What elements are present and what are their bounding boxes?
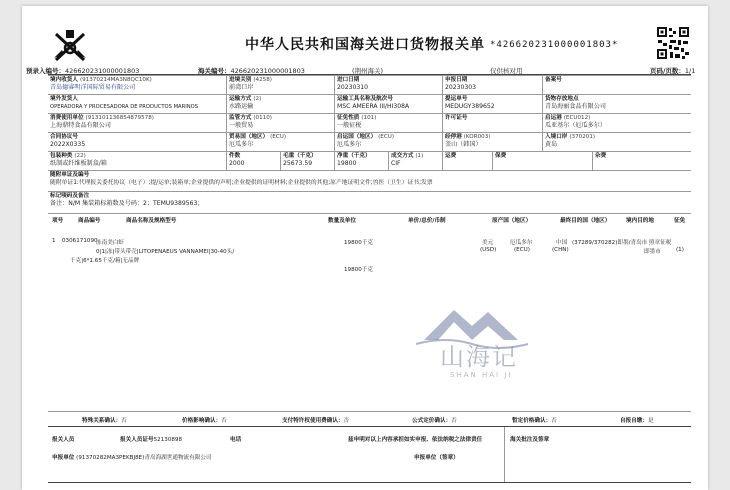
goods-row-spec-cont: 千克|6*1.65千克/箱|无品牌 bbox=[70, 258, 140, 264]
contract-cell: 合同协议号 2022X0335 bbox=[48, 132, 226, 151]
goods-header-price: 单价/总价/币制 bbox=[408, 218, 446, 224]
phone-label: 电话 bbox=[230, 437, 242, 443]
net-weight-cell: 净重（千克） 19800 bbox=[334, 151, 388, 170]
goods-row-code: 0306171090 bbox=[62, 238, 98, 244]
entry-port-cell: 进境关别 (4258) 前湾口岸 bbox=[226, 75, 334, 94]
customs-annotation-label: 海关批注及签章 bbox=[510, 437, 550, 443]
barcode-number: *426620231000001803* bbox=[490, 40, 619, 50]
goods-row-name: 冻南美白虾 bbox=[96, 240, 124, 246]
transport-mode-cell: 运输方式 (2) 水路运输 bbox=[226, 94, 334, 113]
origin-country-cell: 启运国（地区） (ECU) 厄瓜多尔 bbox=[334, 132, 442, 151]
trade-country-cell: 贸易国（地区） (ECU) 厄瓜多尔 bbox=[226, 132, 334, 151]
goods-row-qty2: 19800千克 bbox=[344, 267, 373, 273]
qr-code-icon bbox=[656, 26, 690, 60]
goods-row-qty1: 19800千克 bbox=[344, 240, 373, 246]
pieces-cell: 件数 2000 bbox=[226, 151, 280, 170]
goods-header-name: 商品名称及规格型号 bbox=[126, 218, 177, 224]
goods-row-district: (37289/370282)即墨/青岛市 照章征税 bbox=[572, 240, 672, 246]
record-cell: 备案号 bbox=[542, 75, 691, 94]
price-impact-confirm: 价格影响确认：否 bbox=[182, 418, 227, 424]
consumer-unit-cell: 消费使用单位 (913101136854879578) 上海鼎特食品有限公司 bbox=[48, 113, 226, 132]
self-declare-confirm: 自报自缴：是 bbox=[620, 418, 654, 424]
import-date-cell: 进口日期 20230310 bbox=[334, 75, 442, 94]
misc-fee-cell: 杂费 bbox=[592, 151, 691, 170]
special-relation-confirm: 特殊关系确认：否 bbox=[82, 418, 127, 424]
preentry-number: 预录入编号：426620231000001803 bbox=[26, 67, 140, 75]
declarant-label: 报关人员 bbox=[52, 437, 75, 443]
terms-cell: 成交方式 (1) CIF bbox=[388, 151, 442, 170]
package-cell: 包装种类 (22) 纸制或纤维板制盒/箱 bbox=[48, 151, 226, 170]
storage-location-cell: 货物存放地点 青岛海丽食品有限公司 bbox=[542, 94, 691, 113]
goods-row-exempt: (1) bbox=[676, 247, 684, 253]
declaring-unit-seal: 申报单位（签章） bbox=[414, 455, 459, 461]
royalty-confirm: 支付特许权使用费确认：否 bbox=[282, 418, 350, 424]
goods-row-origin: 厄瓜多尔 bbox=[510, 240, 533, 246]
license-cell: 许可证号 bbox=[442, 113, 542, 132]
watermark-text: 山海记 bbox=[440, 343, 518, 371]
transit-port-cell: 经停港 (KOR003) 釜山（韩国） bbox=[442, 132, 542, 151]
customs-declaration-page bbox=[22, 6, 708, 490]
departure-port-cell: 启运港 (ECU012) 瓜亚基尔（厄瓜多尔） bbox=[542, 113, 691, 132]
watermark-subtext: SHAN HAI JI bbox=[450, 371, 513, 379]
goods-header-qty: 数量及单位 bbox=[328, 218, 356, 224]
supervision-cell: 监管方式 (0110) 一般贸易 bbox=[226, 113, 334, 132]
goods-row-origin-code: (ECU) bbox=[514, 247, 530, 253]
goods-row-currency: 美元 bbox=[482, 240, 494, 246]
goods-row-dest: 中国 bbox=[556, 240, 568, 246]
declaring-unit: 申报单位 (91370282MA3PEKBJ8E)青岛海湖世通物流有限公司 bbox=[52, 455, 212, 461]
legal-statement: 兹申明对以上内容承担如实申报、依法纳税之法律责任 bbox=[348, 437, 483, 443]
goods-header-exempt: 征免 bbox=[674, 218, 686, 224]
goods-header-dest: 最终目的国（地区） bbox=[560, 218, 611, 224]
consignee-cell: 境内收货人 (91370214MA3N8QC10K) 青岛德睿明洋国际贸易有限公司 bbox=[48, 75, 226, 94]
goods-row-no: 1 bbox=[52, 238, 56, 244]
goods-header-no: 项号 bbox=[52, 218, 64, 224]
formula-price-confirm: 公式定价确认：否 bbox=[412, 418, 457, 424]
shipper-cell: 境外发货人 OPERADORA Y PROCESADORA DE PRODUCTOS MARINOS bbox=[48, 94, 226, 113]
goods-row-spec: 0|1|冻|带头带壳|LITOPENAEUS VANNAMEI|30-40头/ bbox=[96, 249, 235, 255]
customs-office: (荆州海关) bbox=[352, 67, 384, 75]
attached-docs-cell: 随附单证及编号 随附单证1:代理报关委托协议（电子）;提/运单;装箱单;企业提供的声明;企业提供的证明材料;企业提供的其他;原产地证明文件;兽医（卫生）证书;发票 bbox=[48, 170, 691, 191]
insurance-cell: 保费 bbox=[492, 151, 592, 170]
declare-date-cell: 申报日期 20230303 bbox=[442, 75, 542, 94]
gross-weight-cell: 毛重（千克） 25673.59 bbox=[280, 151, 334, 170]
declaration-form bbox=[48, 74, 691, 483]
confirmation-row bbox=[48, 411, 691, 427]
entry-place-cell: 入境口岸 (370201) 黄岛 bbox=[542, 132, 691, 151]
declarant-id: 报关人员证号52130898 bbox=[120, 437, 183, 443]
goods-header-code: 商品编号 bbox=[78, 218, 101, 224]
verification-note: 仅供核对用 bbox=[490, 67, 523, 75]
levy-cell: 征免性质 (101) 一般征税 bbox=[334, 113, 442, 132]
goods-header-district: 境内目的地 bbox=[626, 218, 654, 224]
goods-row-district-cont: 即墨市 bbox=[644, 249, 661, 255]
bill-of-lading-cell: 提运单号 MEDUGY389652 bbox=[442, 94, 542, 113]
goods-row-dest-code: (CHN) bbox=[552, 247, 569, 253]
customs-number: 海关编号：426620231000001803 bbox=[198, 67, 305, 75]
footer-divider bbox=[504, 427, 505, 482]
page-title: 中华人民共和国海关进口货物报关单 bbox=[245, 37, 485, 53]
vessel-cell: 运输工具名称及航次号 MSC AMEERA III/HI308A bbox=[334, 94, 442, 113]
freight-cell: 运费 bbox=[442, 151, 492, 170]
goods-header-origin: 原产国（地区） bbox=[492, 218, 532, 224]
goods-row-currency-code: (USD) bbox=[480, 247, 497, 253]
page-count: 页码/页数：1/1 bbox=[650, 67, 696, 75]
marks-remarks-cell: 标记唛码及备注 备注：N/M 集装箱标箱数及号码：2；TEMU9389563； bbox=[48, 191, 691, 213]
provisional-price-confirm: 暂定价格确认：否 bbox=[512, 418, 557, 424]
